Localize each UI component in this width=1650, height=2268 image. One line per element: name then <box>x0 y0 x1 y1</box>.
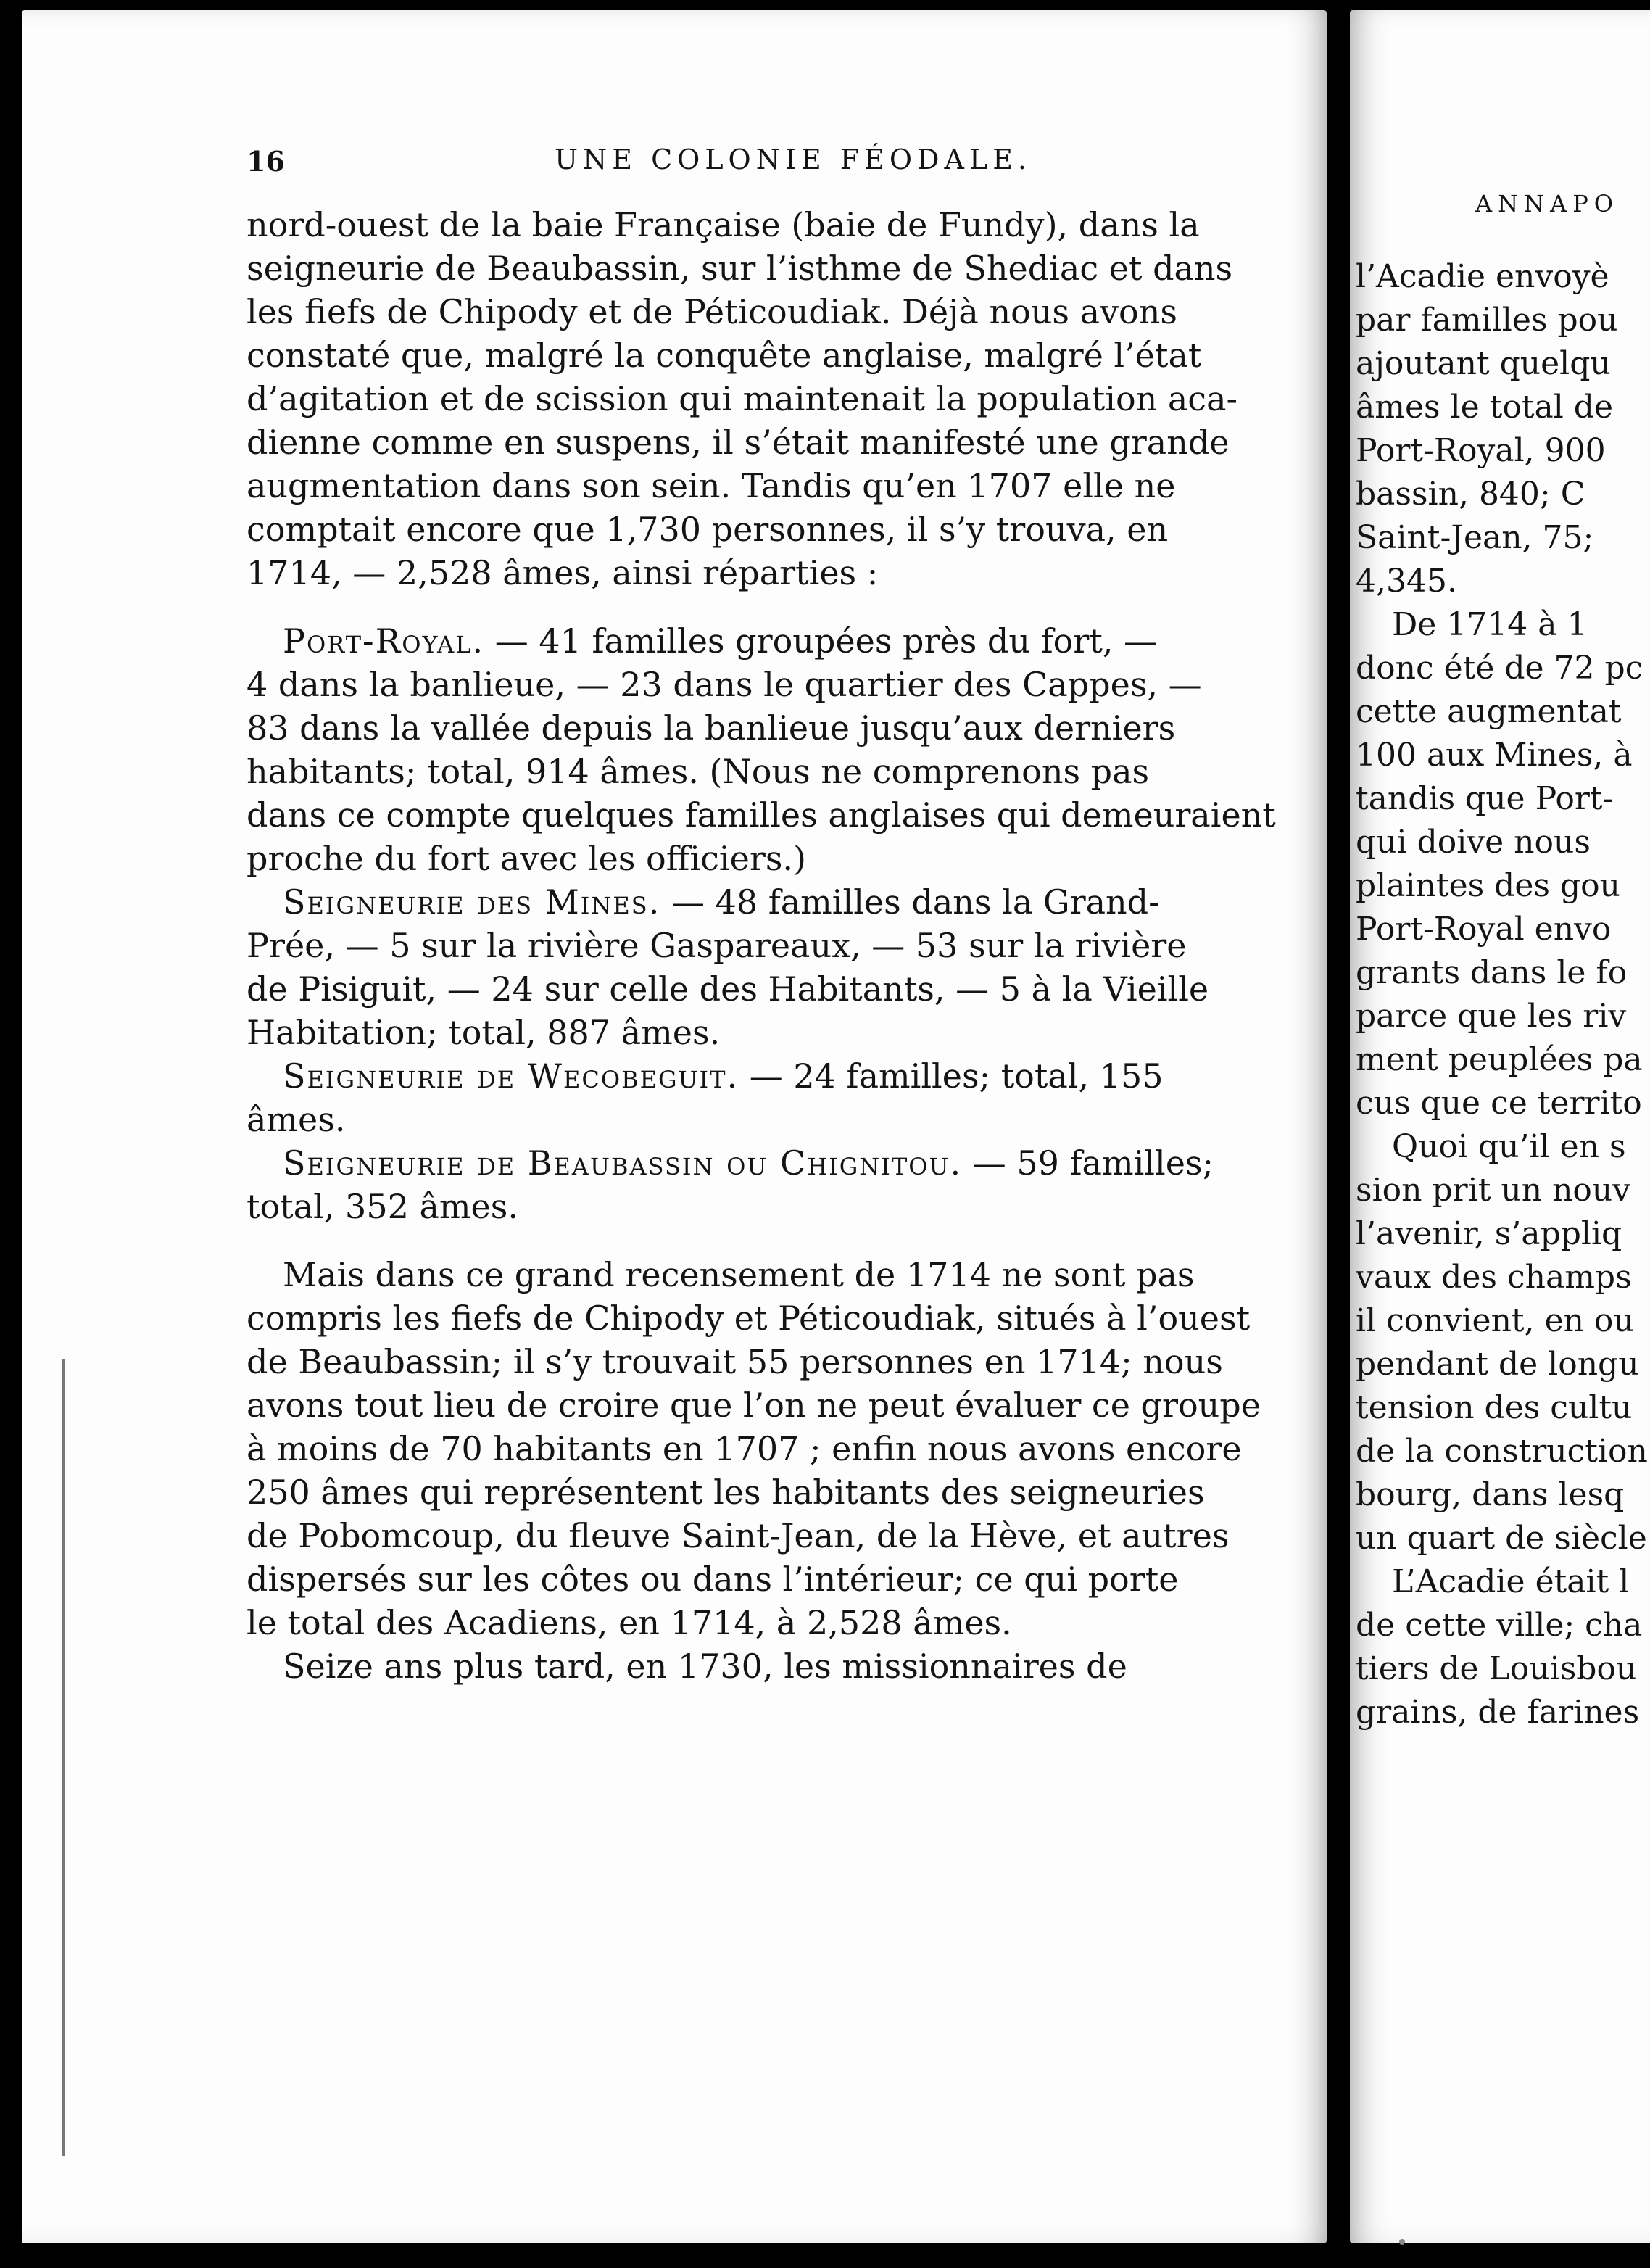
text-line: 4,345. <box>1356 563 1457 600</box>
text-line: par familles pou <box>1356 302 1618 339</box>
text-line <box>246 619 1312 663</box>
text-line: il convient, en ou <box>1356 1302 1634 1339</box>
text-line: L’Acadie était l <box>1392 1563 1630 1600</box>
paragraph-spacing <box>246 1228 1312 1253</box>
text-line: d’agitation et de scission qui maintenait la population aca- <box>246 379 1238 418</box>
text-line: Habitation; total, 887 âmes. <box>246 1013 721 1052</box>
text-line: Mais dans ce grand recensement de 1714 ne sont pas <box>283 1255 1195 1294</box>
text-line: dispersés sur les côtes ou dans l’intérieur; ce qui porte <box>246 1560 1179 1599</box>
paragraph-wecobeguit <box>246 1054 1312 1141</box>
text-line: nord-ouest de la baie Française (baie de Fundy), dans la <box>246 205 1200 244</box>
text-line: Seize ans plus tard, en 1730, les missionnaires de <box>283 1647 1127 1686</box>
right-body-text <box>1356 255 1650 1734</box>
page-number: 16 <box>246 145 285 178</box>
text-line: âmes le total de <box>1356 389 1614 426</box>
text-line: 83 dans la vallée depuis la banlieue jusqu’aux derniers <box>246 708 1176 748</box>
text-line: âmes. <box>246 1100 346 1139</box>
text-line: dienne comme en suspens, il s’était manifesté une grande <box>246 423 1230 462</box>
text-line: l’Acadie envoyè <box>1356 258 1609 295</box>
text-line: de Pobomcoup, du fleuve Saint-Jean, de la Hève, et autres <box>246 1516 1230 1555</box>
text-line: Prée, — 5 sur la rivière Gaspareaux, — 53 sur la rivière <box>246 926 1187 965</box>
text-line: bassin, 840; C <box>1356 476 1585 513</box>
paragraph-intro <box>246 203 1312 595</box>
text-line: les fiefs de Chipody et de Péticoudiak. Déjà nous avons <box>246 292 1177 331</box>
page-edge-mark <box>62 1359 65 2156</box>
text-line: qui doive nous <box>1356 824 1591 861</box>
text-line: 1714, — 2,528 âmes, ainsi réparties : <box>246 553 879 592</box>
body-text <box>246 203 1312 1688</box>
text-line: de la construction <box>1356 1433 1648 1470</box>
text-line: grants dans le fo <box>1356 954 1628 991</box>
text-line: tandis que Port- <box>1356 780 1614 817</box>
text-line: Saint-Jean, 75; <box>1356 519 1594 556</box>
text-line: comptait encore que 1,730 personnes, il s’y trouva, en <box>246 510 1169 549</box>
section-heading-mines: Seigneurie des Mines. <box>283 882 661 922</box>
text-line: donc été de 72 pc <box>1356 650 1643 687</box>
section-heading-wecobeguit: Seigneurie de Wecobeguit. <box>283 1056 739 1096</box>
text-line: 100 aux Mines, à <box>1356 737 1633 774</box>
text-line: dans ce compte quelques familles anglaises qui demeuraient <box>246 795 1276 835</box>
text-line: un quart de siècle <box>1356 1520 1647 1557</box>
text-line: proche du fort avec les officiers.) <box>246 839 807 878</box>
text-line: pendant de longu <box>1356 1346 1639 1383</box>
paragraph-census-total <box>246 1253 1312 1688</box>
section-heading-beaubassin: Seigneurie de Beaubassin ou Chignitou. <box>283 1143 963 1183</box>
text-line: ment peuplées pa <box>1356 1041 1643 1078</box>
text-line: parce que les riv <box>1356 998 1627 1035</box>
text-line: à moins de 70 habitants en 1707 ; enfin nous avons encore <box>246 1429 1242 1468</box>
text-line: cus que ce territo <box>1356 1085 1642 1122</box>
paragraph-spacing <box>246 595 1312 619</box>
text-line: habitants; total, 914 âmes. (Nous ne comprenons pas <box>246 752 1150 791</box>
text-line: de Beaubassin; il s’y trouvait 55 personnes en 1714; nous <box>246 1342 1223 1381</box>
text-line: compris les fiefs de Chipody et Péticoudiak, situés à l’ouest <box>246 1299 1251 1338</box>
paragraph-mines <box>246 880 1312 1054</box>
text-run: — 59 familles; <box>962 1143 1214 1183</box>
text-line <box>246 880 1312 924</box>
text-line: de Pisiguit, — 24 sur celle des Habitants, — 5 à la Vieille <box>246 969 1209 1009</box>
text-line <box>246 1141 1312 1185</box>
right-running-head: ANNAPO <box>1475 190 1619 218</box>
text-line: le total des Acadiens, en 1714, à 2,528 âmes. <box>246 1603 1012 1642</box>
text-line: tension des cultu <box>1356 1389 1633 1426</box>
text-line: l’avenir, s’appliq <box>1356 1215 1622 1252</box>
text-line: grains, de farines <box>1356 1694 1640 1731</box>
text-line: Quoi qu’il en s <box>1392 1128 1626 1165</box>
text-run: — 41 familles groupées près du fort, — <box>484 621 1158 661</box>
text-line: 250 âmes qui représentent les habitants des seigneuries <box>246 1473 1205 1512</box>
text-line: plaintes des gou <box>1356 867 1620 904</box>
text-line: ajoutant quelqu <box>1356 345 1611 382</box>
paragraph-beaubassin <box>246 1141 1312 1228</box>
text-line: Port-Royal envo <box>1356 911 1612 948</box>
text-line: seigneurie de Beaubassin, sur l’isthme de Shediac et dans <box>246 249 1233 288</box>
text-line: total, 352 âmes. <box>246 1187 518 1226</box>
text-line: avons tout lieu de croire que l’on ne peut évaluer ce groupe <box>246 1386 1261 1425</box>
text-line: constaté que, malgré la conquête anglaise, malgré l’état <box>246 336 1202 375</box>
text-run: — 24 familles; total, 155 <box>739 1056 1164 1096</box>
dust-speck <box>1399 2239 1405 2245</box>
text-run: — 48 familles dans la Grand- <box>660 882 1160 922</box>
text-line: tiers de Louisbou <box>1356 1650 1637 1687</box>
text-line: bourg, dans lesq <box>1356 1476 1625 1513</box>
text-line: De 1714 à 1 <box>1392 606 1588 643</box>
text-line <box>246 1054 1312 1098</box>
running-head: UNE COLONIE FÉODALE. <box>555 144 1032 175</box>
text-line: Port-Royal, 900 <box>1356 432 1606 469</box>
text-line: augmentation dans son sein. Tandis qu’en 1707 elle ne <box>246 466 1176 505</box>
text-line: 4 dans la banlieue, — 23 dans le quartier des Cappes, — <box>246 665 1202 704</box>
section-heading-port-royal: Port-Royal. <box>283 621 485 661</box>
text-line: vaux des champs <box>1356 1259 1632 1296</box>
text-line: sion prit un nouv <box>1356 1172 1631 1209</box>
text-line: de cette ville; cha <box>1356 1607 1643 1644</box>
paragraph-port-royal <box>246 619 1312 880</box>
text-line: cette augmentat <box>1356 693 1622 730</box>
